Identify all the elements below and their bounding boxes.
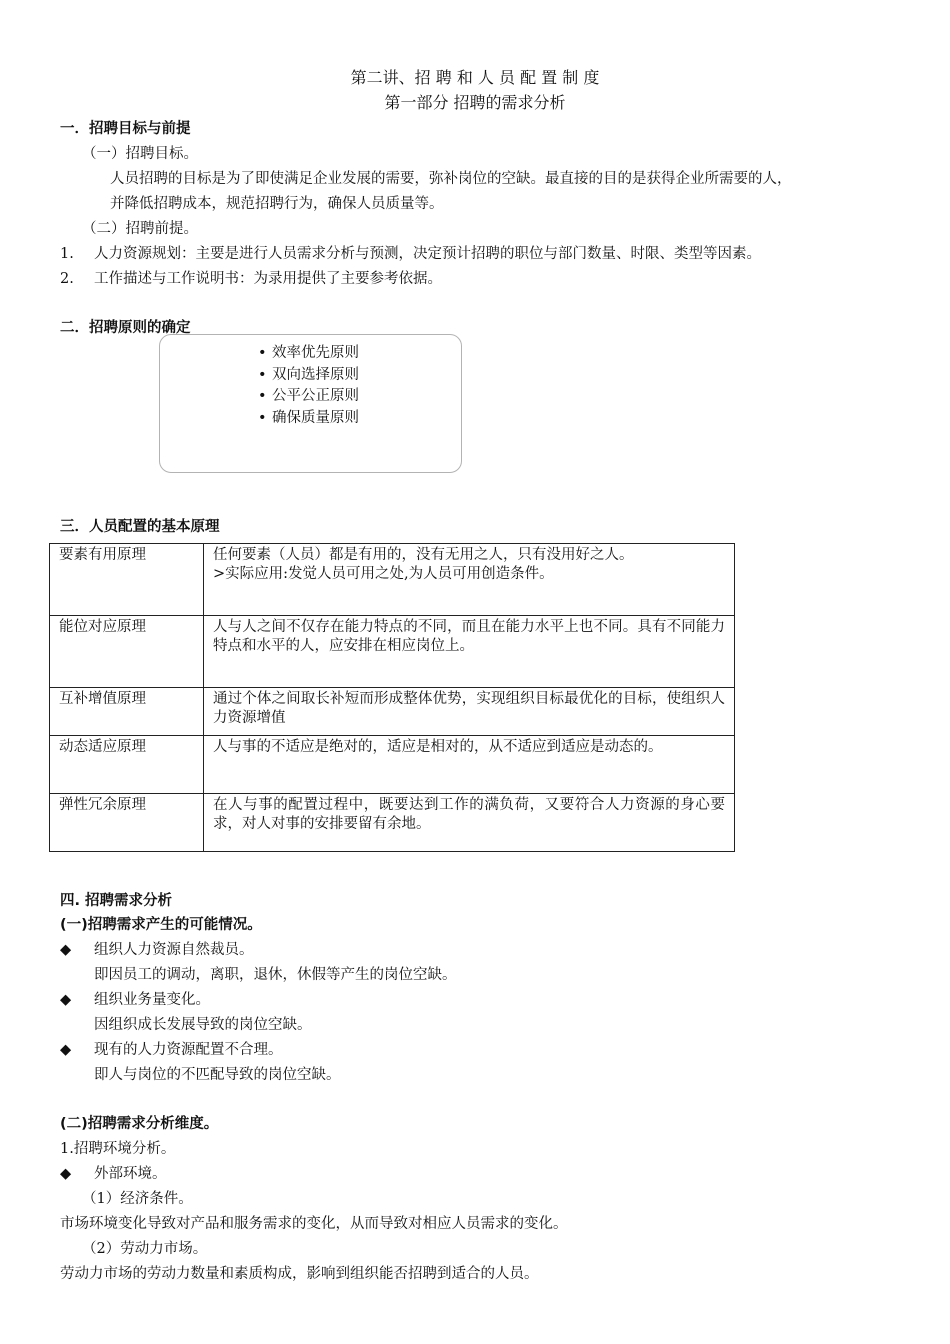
list-item (258, 365, 359, 387)
page-subtitle: 第一部分 招聘的需求分析 (384, 93, 566, 112)
list-item (258, 386, 359, 408)
principles-table (49, 543, 735, 852)
bullet: • (258, 345, 267, 361)
table-cell-desc: 人与事的不适应是绝对的，适应是相对的，从不适应到适应是动态的。 (204, 736, 735, 794)
principles-list (258, 343, 359, 429)
section2-heading: 二．招聘原则的确定 (60, 320, 191, 336)
list-number: 2. (60, 271, 74, 287)
case-detail: 即因员工的调动，离职，退休，休假等产生的岗位空缺。 (94, 967, 457, 983)
case-title: 组织人力资源自然裁员。 (94, 942, 254, 958)
principle-label: 确保质量原则 (272, 409, 359, 426)
labor-text: 劳动力市场的劳动力数量和素质构成，影响到组织能否招聘到适合的人员。 (60, 1266, 539, 1282)
bullet: • (258, 409, 267, 426)
case-detail: 因组织成长发展导致的岗位空缺。 (94, 1017, 312, 1033)
section1-heading: 一．招聘目标与前提 (60, 121, 191, 137)
list-item (60, 1162, 167, 1183)
table-cell-desc: 人与人之间不仅存在能力特点的不同，而且在能力水平上也不同。具有不同能力特点和水平的人，应安排在相应岗位上。 (204, 616, 735, 688)
section1-sub1-text-line2: 并降低招聘成本，规范招聘行为，确保人员质量等。 (110, 196, 444, 212)
diamond-bullet: ◆ (60, 1042, 72, 1058)
table-cell-desc (204, 544, 735, 616)
case-detail: 即人与岗位的不匹配导致的岗位空缺。 (94, 1067, 341, 1083)
section3-heading: 三．人员配置的基本原理 (60, 519, 220, 535)
case-title: 组织业务量变化。 (94, 992, 210, 1008)
econ-text: 市场环境变化导致对产品和服务需求的变化，从而导致对相应人员需求的变化。 (60, 1216, 568, 1232)
table-cell-name: 弹性冗余原理 (50, 794, 204, 852)
principle-label: 双向选择原则 (272, 366, 359, 383)
list-item (60, 242, 761, 263)
list-item (60, 938, 254, 959)
list-item (60, 267, 442, 288)
list-text: 工作描述与工作说明书：为录用提供了主要参考依据。 (94, 271, 442, 287)
econ-label: （1）经济条件。 (82, 1191, 193, 1207)
list-text: 人力资源规划：主要是进行人员需求分析与预测，决定预计招聘的职位与部门数量、时限、类型等因素。 (94, 246, 761, 262)
table-row (50, 736, 735, 794)
list-item (60, 988, 210, 1009)
section4-heading: 四. 招聘需求分析 (60, 893, 173, 909)
section4-sub2-heading: (二)招聘需求分析维度。 (60, 1116, 219, 1132)
section1-sub2-label: （二）招聘前提。 (82, 221, 198, 237)
labor-label: （2）劳动力市场。 (82, 1241, 208, 1257)
list-item (258, 408, 359, 430)
section1-sub1-label: （一）招聘目标。 (82, 146, 198, 162)
case-title: 现有的人力资源配置不合理。 (94, 1042, 283, 1058)
table-cell-desc: 通过个体之间取长补短而形成整体优势，实现组织目标最优化的目标，使组织人力资源增值 (204, 688, 735, 736)
table-row (50, 544, 735, 616)
table-cell-name: 要素有用原理 (50, 544, 204, 616)
section1-sub1-text-line1: 人员招聘的目标是为了即使满足企业发展的需要，弥补岗位的空缺。最直接的目的是获得企业所需要的人， (110, 171, 792, 187)
bullet: • (258, 366, 267, 383)
external-label: 外部环境。 (94, 1166, 167, 1182)
table-row (50, 616, 735, 688)
table-cell-desc: 在人与事的配置过程中，既要达到工作的满负荷，又要符合人力资源的身心要求，对人对事的安排要留有余地。 (204, 794, 735, 852)
page-title: 第二讲、招 聘 和 人 员 配 置 制 度 (350, 68, 600, 87)
diamond-bullet: ◆ (60, 992, 72, 1008)
principles-box (159, 334, 462, 473)
bullet: • (258, 388, 267, 404)
list-item (258, 343, 359, 365)
table-cell-name: 互补增值原理 (50, 688, 204, 736)
desc-line: 任何要素（人员）都是有用的，没有无用之人，只有没用好之人。 (213, 547, 634, 563)
table-row (50, 688, 735, 736)
env-label: 1.招聘环境分析。 (60, 1141, 176, 1157)
table-cell-name: 能位对应原理 (50, 616, 204, 688)
table-cell-name: 动态适应原理 (50, 736, 204, 794)
list-item (60, 1038, 283, 1059)
principle-label: 效率优先原则 (272, 345, 359, 361)
table-row (50, 794, 735, 852)
principle-label: 公平公正原则 (272, 388, 359, 404)
diamond-bullet: ◆ (60, 1166, 72, 1182)
desc-line: >实际应用:发觉人员可用之处,为人员可用创造条件。 (213, 566, 554, 582)
diamond-bullet: ◆ (60, 942, 72, 958)
list-number: 1. (60, 246, 74, 262)
section4-sub1-heading: (一)招聘需求产生的可能情况。 (60, 917, 262, 933)
